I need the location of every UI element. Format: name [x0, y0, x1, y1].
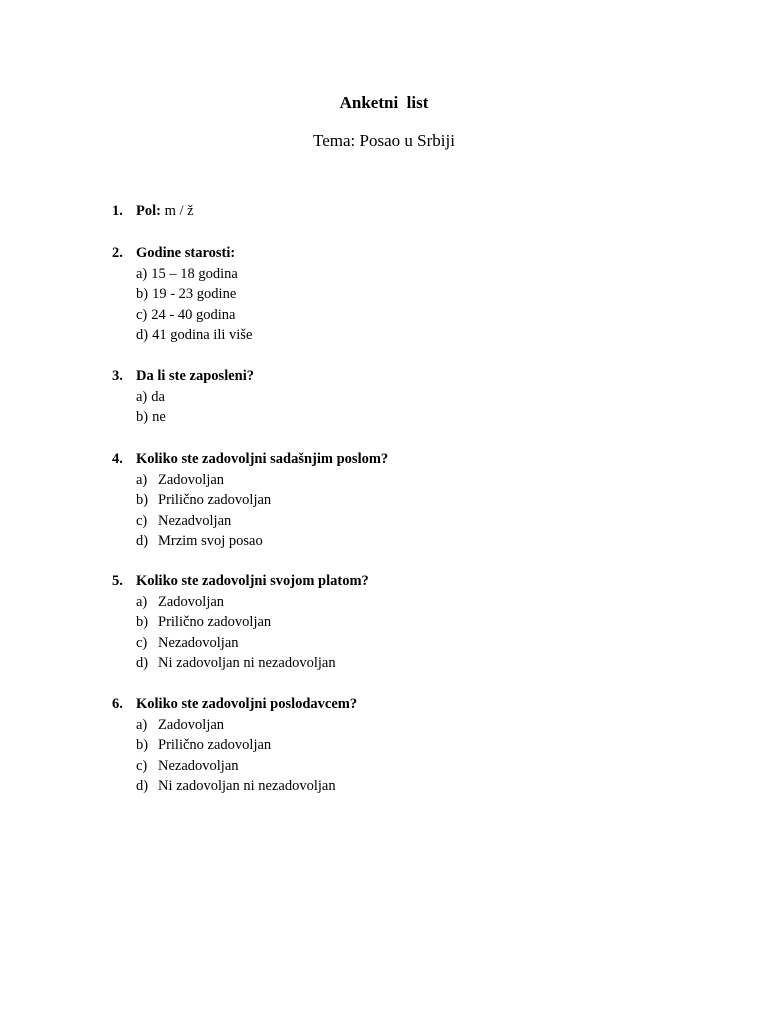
option-letter: b) — [136, 492, 149, 509]
answer-option — [112, 776, 712, 797]
question-number: 6. — [112, 696, 123, 712]
option-text: 24 - 40 godina — [151, 306, 236, 323]
answer-option — [112, 735, 712, 756]
option-text: Prilično zadovoljan — [158, 492, 272, 509]
answer-option — [112, 284, 712, 305]
option-text: da — [151, 388, 165, 405]
question-heading — [112, 243, 712, 264]
question-heading — [112, 201, 712, 222]
option-text: Nezadovoljan — [158, 757, 239, 774]
option-letter: a) — [136, 716, 148, 733]
answer-option — [112, 305, 712, 326]
option-letter: d) — [136, 655, 149, 672]
option-letter: d) — [136, 327, 149, 344]
question-6 — [112, 694, 712, 797]
option-letter: b) — [136, 409, 149, 426]
option-text: Zadovoljan — [158, 471, 225, 488]
page-title: Anketni list — [339, 93, 429, 112]
question-text: Da li ste zaposleni? — [136, 368, 255, 384]
option-text: Prilično zadovoljan — [158, 737, 272, 754]
question-3 — [112, 366, 712, 428]
option-text: Nezadvoljan — [158, 512, 232, 529]
option-letter: a) — [136, 471, 148, 488]
option-letter: b) — [136, 286, 149, 303]
question-heading — [112, 571, 712, 592]
question-number: 3. — [112, 368, 123, 384]
option-text: Nezadovoljan — [158, 634, 239, 651]
question-5 — [112, 571, 712, 674]
answer-option — [112, 470, 712, 491]
page-subtitle: Tema: Posao u Srbiji — [313, 131, 455, 150]
answer-option — [112, 407, 712, 428]
option-text: 41 godina ili više — [152, 327, 253, 344]
question-text: Godine starosti: — [136, 245, 236, 261]
answer-option — [112, 490, 712, 511]
answer-option — [112, 387, 712, 408]
option-letter: d) — [136, 778, 149, 795]
question-2 — [112, 243, 712, 346]
option-letter: c) — [136, 306, 148, 323]
option-text: Zadovoljan — [158, 593, 225, 610]
option-letter: c) — [136, 634, 148, 651]
option-text: Ni zadovoljan ni nezadovoljan — [158, 655, 336, 672]
option-letter: a) — [136, 388, 148, 405]
option-text: Ni zadovoljan ni nezadovoljan — [158, 778, 336, 795]
question-heading — [112, 694, 712, 715]
option-letter: c) — [136, 512, 148, 529]
question-number: 1. — [112, 203, 123, 219]
option-text: 19 - 23 godine — [152, 286, 237, 303]
question-heading — [112, 449, 712, 470]
answer-option — [112, 531, 712, 552]
option-letter: a) — [136, 265, 148, 282]
question-1 — [112, 201, 712, 222]
answer-option — [112, 592, 712, 613]
question-number: 5. — [112, 573, 123, 589]
question-4 — [112, 449, 712, 552]
question-number: 2. — [112, 245, 123, 261]
option-text: ne — [152, 409, 166, 426]
option-letter: b) — [136, 737, 149, 754]
answer-option — [112, 325, 712, 346]
option-text: Prilično zadovoljan — [158, 614, 272, 631]
answer-option — [112, 511, 712, 532]
answer-option — [112, 264, 712, 285]
answer-option — [112, 612, 712, 633]
answer-option — [112, 715, 712, 736]
answer-option — [112, 653, 712, 674]
option-text: 15 – 18 godina — [151, 265, 238, 282]
option-text: Zadovoljan — [158, 716, 225, 733]
question-number: 4. — [112, 451, 123, 467]
question-text: Pol: — [136, 203, 161, 219]
option-letter: c) — [136, 757, 148, 774]
question-text: Koliko ste zadovoljni svojom platom? — [136, 573, 369, 589]
answer-option — [112, 756, 712, 777]
answer-option — [112, 633, 712, 654]
question-text: Koliko ste zadovoljni sadašnjim poslom? — [136, 451, 389, 467]
question-inline-answer: m / ž — [160, 203, 194, 219]
question-heading — [112, 366, 712, 387]
option-text: Mrzim svoj posao — [158, 533, 263, 550]
option-letter: d) — [136, 533, 149, 550]
option-letter: a) — [136, 593, 148, 610]
option-letter: b) — [136, 614, 149, 631]
question-text: Koliko ste zadovoljni poslodavcem? — [136, 696, 358, 712]
